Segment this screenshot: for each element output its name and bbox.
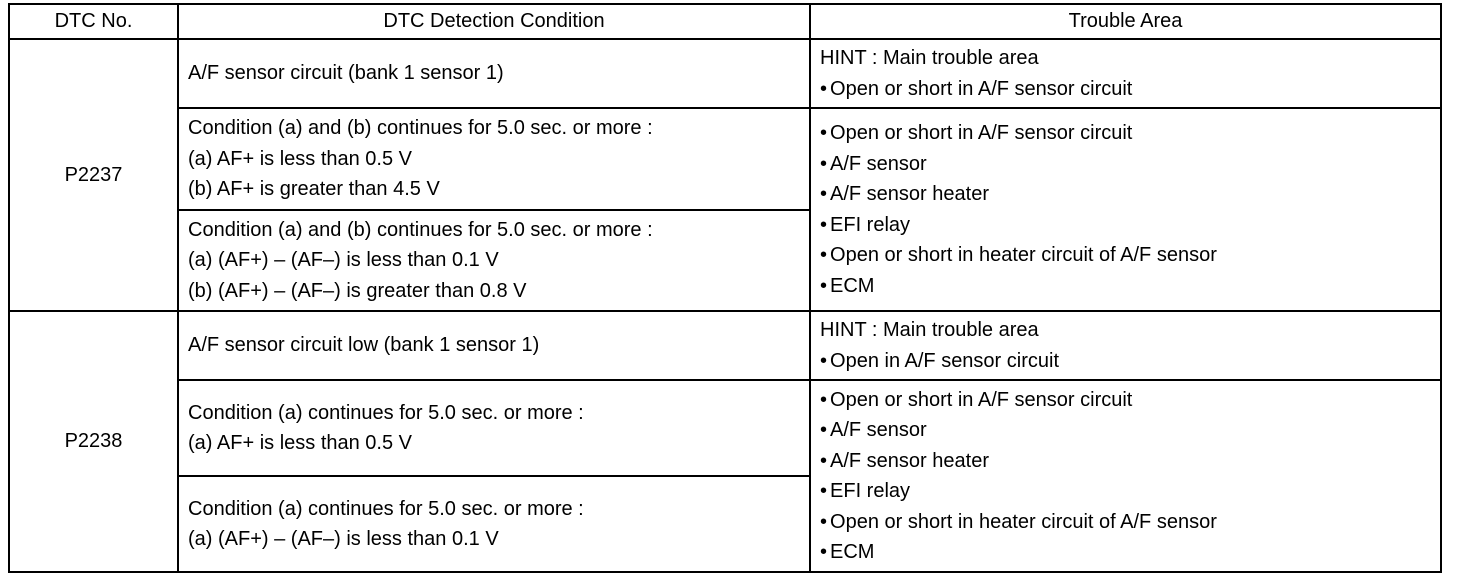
trouble-area-cell	[810, 108, 1441, 311]
area-item: • Open or short in A/F sensor circuit	[820, 385, 1431, 416]
trouble-area-cell	[810, 380, 1441, 572]
hint-text: HINT : Main trouble area	[820, 319, 1039, 341]
condition-text: A/F sensor circuit (bank 1 sensor 1)	[188, 62, 504, 85]
dtc-code: P2238	[9, 311, 178, 572]
condition-text: (a) (AF+) – (AF–) is less than 0.1 V	[188, 249, 499, 272]
condition-cell	[178, 311, 810, 380]
condition-text: Condition (a) continues for 5.0 sec. or more :	[188, 497, 584, 520]
condition-text: (b) AF+ is greater than 4.5 V	[188, 178, 440, 201]
header-detection-condition: DTC Detection Condition	[178, 4, 810, 39]
header-dtc-no: DTC No.	[9, 4, 178, 39]
area-item: • ECM	[820, 537, 1431, 568]
condition-text: (a) AF+ is less than 0.5 V	[188, 432, 412, 454]
area-item: • Open or short in heater circuit of A/F sensor	[820, 240, 1431, 271]
area-item: • ECM	[820, 271, 1431, 302]
condition-cell	[178, 476, 810, 572]
area-item: • A/F sensor heater	[820, 446, 1431, 477]
condition-cell	[178, 210, 810, 311]
area-item: • EFI relay	[820, 476, 1431, 507]
condition-text: (a) (AF+) – (AF–) is less than 0.1 V	[188, 528, 499, 550]
condition-cell	[178, 39, 810, 108]
area-item: • A/F sensor heater	[820, 179, 1431, 210]
area-item: • A/F sensor	[820, 149, 1431, 180]
condition-cell	[178, 108, 810, 210]
trouble-area-cell	[810, 39, 1441, 108]
condition-text: Condition (a) and (b) continues for 5.0 sec. or more :	[188, 117, 653, 140]
condition-text: (a) AF+ is less than 0.5 V	[188, 147, 412, 170]
dtc-table	[8, 3, 1442, 573]
hint-text: HINT : Main trouble area	[820, 47, 1039, 69]
condition-text: (b) (AF+) – (AF–) is greater than 0.8 V	[188, 279, 527, 302]
header-row	[9, 4, 1441, 39]
area-item: • Open or short in heater circuit of A/F sensor	[820, 507, 1431, 538]
dtc-code: P2237	[9, 39, 178, 311]
header-trouble-area: Trouble Area	[810, 4, 1441, 39]
condition-text: A/F sensor circuit low (bank 1 sensor 1)	[188, 334, 540, 357]
condition-text: Condition (a) and (b) continues for 5.0 sec. or more :	[188, 218, 653, 241]
table-row	[9, 39, 1441, 108]
area-item: • Open in A/F sensor circuit	[820, 346, 1431, 377]
condition-cell	[178, 380, 810, 476]
trouble-area-cell	[810, 311, 1441, 380]
area-item: • A/F sensor	[820, 415, 1431, 446]
table-row	[9, 311, 1441, 380]
table-row	[9, 108, 1441, 210]
area-item: • Open or short in A/F sensor circuit	[820, 118, 1431, 149]
table-row	[9, 380, 1441, 476]
area-item: • EFI relay	[820, 210, 1431, 241]
condition-text: Condition (a) continues for 5.0 sec. or more :	[188, 401, 584, 424]
area-item: • Open or short in A/F sensor circuit	[820, 74, 1431, 105]
